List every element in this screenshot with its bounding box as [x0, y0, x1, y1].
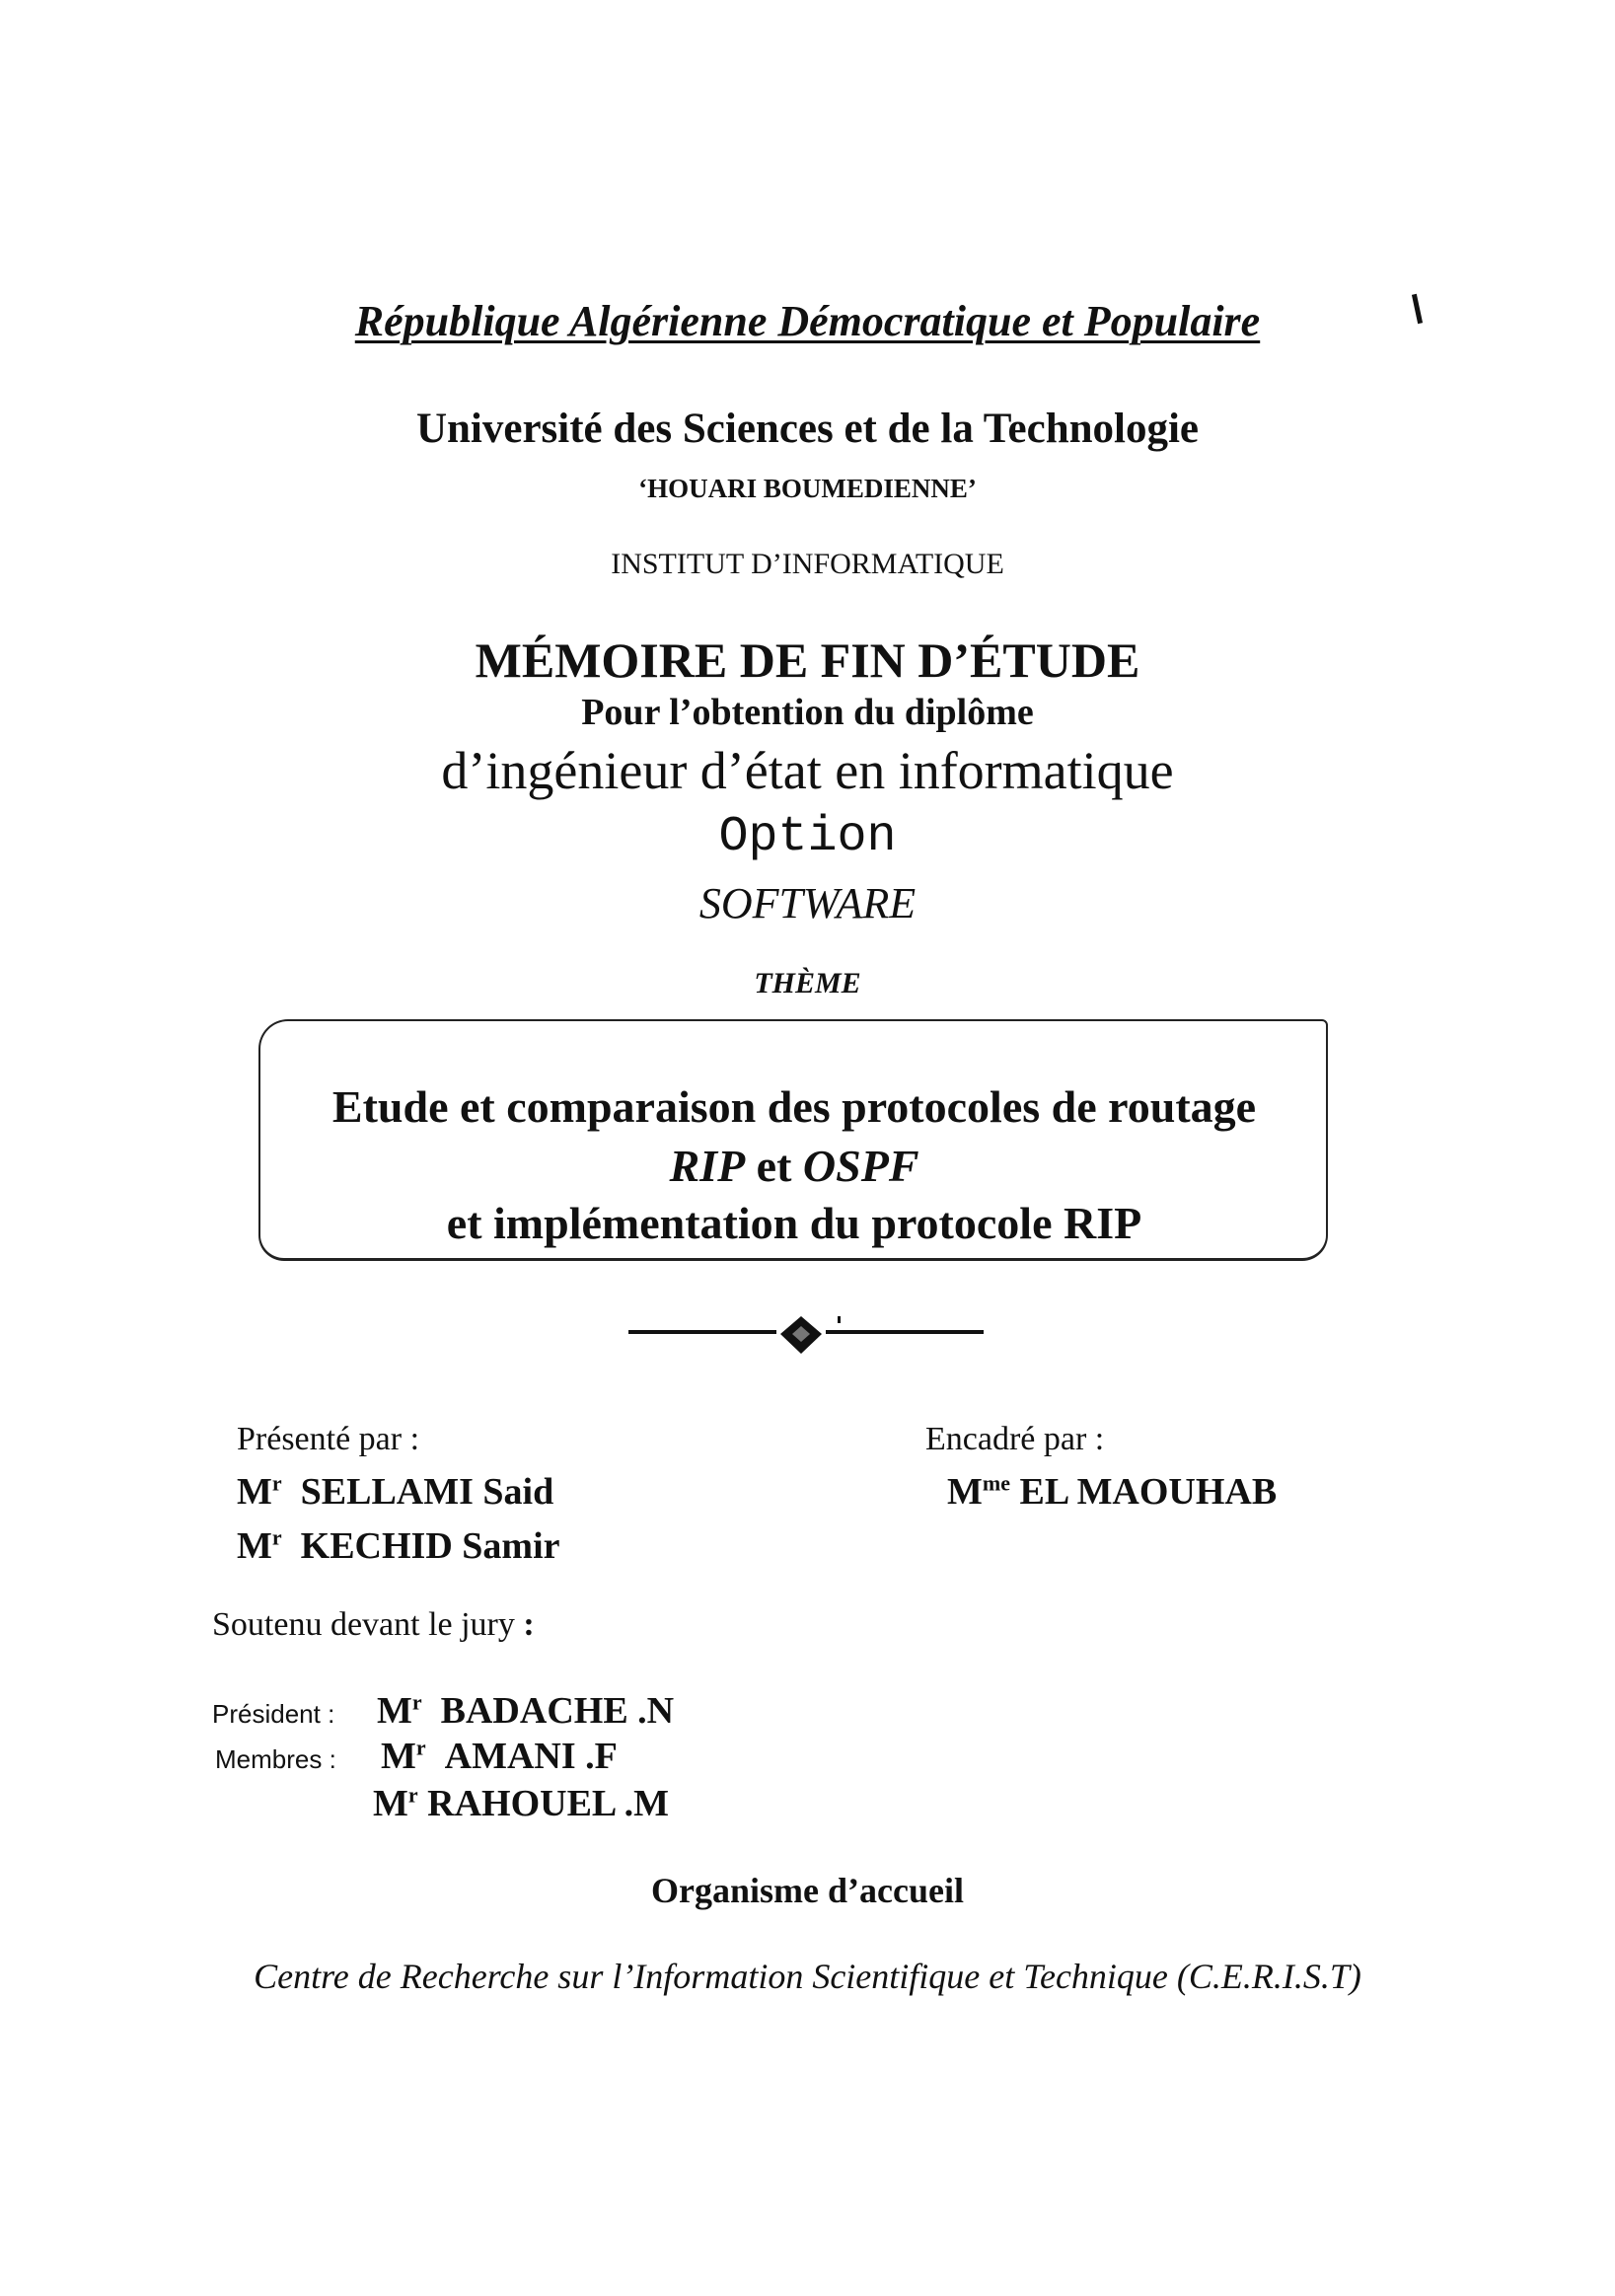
members-role-label: Membres :: [215, 1744, 336, 1774]
university-subtitle: ‘HOUARI BOUMEDIENNE’: [638, 474, 977, 503]
president-role-label: Président :: [212, 1699, 335, 1729]
theme-ospf: OSPF: [802, 1141, 919, 1191]
jury-member-2: $M^r$ RAHOUEL .M: [373, 1782, 670, 1824]
theme-line-3: et implémentation du protocole RIP: [446, 1198, 1142, 1248]
diamond-ornament-icon: [628, 1312, 984, 1362]
memoir-title: MÉMOIRE DE FIN D’ÉTUDE: [475, 632, 1140, 688]
host-organization-name: Centre de Recherche sur l’Information Scientifique et Technique (C.E.R.I.S.T): [254, 1957, 1361, 1996]
theme-label: THÈME: [754, 967, 861, 1000]
theme-rip: RIP: [669, 1141, 746, 1191]
supervisor-1: $M^{me}$ EL MAOUHAB: [947, 1470, 1278, 1513]
jury-president: $M^r$ BADACHE .N: [377, 1689, 675, 1732]
institute-name: INSTITUT D’INFORMATIQUE: [611, 548, 1004, 580]
option-label: Option: [718, 809, 897, 865]
jury-member-1: $M^r$ AMANI .F: [381, 1735, 618, 1777]
diploma-line: d’ingénieur d’état en informatique: [441, 741, 1174, 800]
theme-line-1: Etude et comparaison des protocoles de routage: [331, 1081, 1257, 1132]
republic-heading: République Algérienne Démocratique et Populaire: [354, 297, 1261, 345]
host-organization-label: Organisme d’accueil: [651, 1871, 964, 1910]
presenter-1: $M^r$ SELLAMI Said: [237, 1470, 554, 1513]
presented-by-label: Présenté par :: [237, 1421, 420, 1457]
obtention-line: Pour l’obtention du diplôme: [581, 692, 1034, 733]
jury-label: Soutenu devant le jury :: [212, 1606, 535, 1643]
supervised-by-label: Encadré par :: [925, 1421, 1105, 1457]
theme-line-2: [258, 1140, 1330, 1192]
presenter-2: $M^r$ KECHID Samir: [237, 1524, 560, 1567]
option-value: SOFTWARE: [698, 879, 917, 927]
theme-et: et: [745, 1141, 803, 1191]
university-name: Université des Sciences et de la Technologie: [415, 406, 1200, 452]
